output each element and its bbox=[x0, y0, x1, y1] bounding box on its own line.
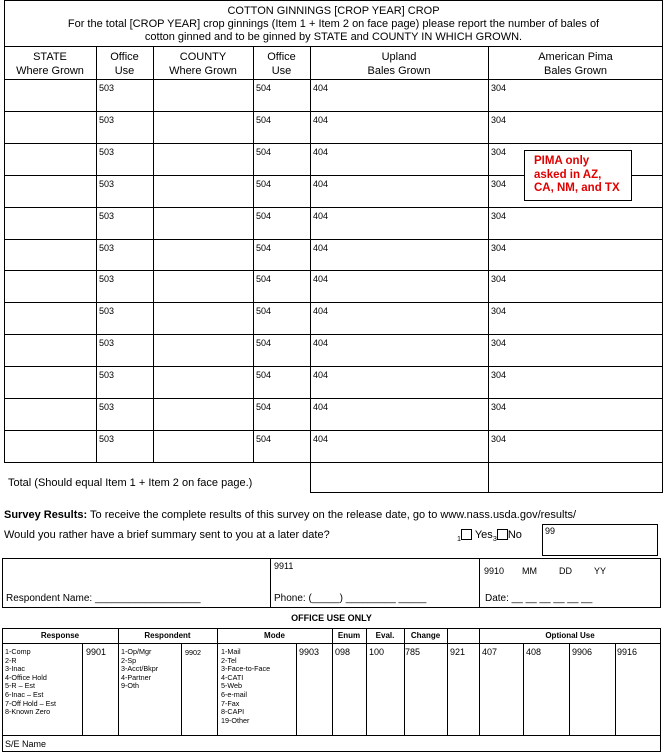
state-cell[interactable] bbox=[5, 144, 95, 175]
item-code: 504 bbox=[256, 243, 272, 253]
item-code: 404 bbox=[313, 274, 329, 284]
county-cell[interactable] bbox=[154, 176, 252, 207]
county-cell[interactable] bbox=[154, 335, 252, 366]
state-cell[interactable] bbox=[5, 208, 95, 239]
upland-cell[interactable] bbox=[311, 431, 487, 462]
state-cell[interactable] bbox=[5, 303, 95, 334]
state-cell[interactable] bbox=[5, 176, 95, 207]
item-code: 504 bbox=[256, 147, 272, 157]
county-cell[interactable] bbox=[154, 208, 252, 239]
state-cell[interactable] bbox=[5, 335, 95, 366]
hdr-enum: Enum bbox=[337, 631, 361, 640]
pima-note: PIMA only asked in AZ, CA, NM, and TX bbox=[524, 150, 632, 201]
state-cell[interactable] bbox=[5, 271, 95, 302]
office-use-2-cell[interactable] bbox=[254, 431, 309, 462]
pima-cell[interactable] bbox=[489, 240, 661, 271]
upland-cell[interactable] bbox=[311, 303, 487, 334]
hdr-response: Response bbox=[40, 631, 80, 640]
col-header-upland: Upland Bales Grown bbox=[367, 51, 431, 77]
county-cell[interactable] bbox=[154, 144, 252, 175]
office-use-2-cell[interactable] bbox=[254, 144, 309, 175]
hdr-eval: Eval. bbox=[375, 631, 395, 640]
item-code: 503 bbox=[99, 83, 115, 93]
item-code: 404 bbox=[313, 115, 329, 125]
item-code: 504 bbox=[256, 402, 272, 412]
item-code: 503 bbox=[99, 243, 115, 253]
office-use-2-cell[interactable] bbox=[254, 335, 309, 366]
item-code: 404 bbox=[313, 147, 329, 157]
date-field[interactable]: Date: __ __ __ __ __ __ bbox=[485, 593, 593, 604]
item-code: 304 bbox=[491, 179, 507, 189]
upland-cell[interactable] bbox=[311, 399, 487, 430]
col-header-office-use-1: Office Use bbox=[110, 51, 139, 77]
item-code: 304 bbox=[491, 83, 507, 93]
total-label: Total (Should equal Item 1 + Item 2 on face page.) bbox=[8, 477, 253, 489]
pima-cell[interactable] bbox=[489, 112, 661, 143]
item-code: 304 bbox=[491, 434, 507, 444]
pima-cell[interactable] bbox=[489, 335, 661, 366]
office-use-1-cell[interactable] bbox=[97, 399, 152, 430]
item-code: 504 bbox=[256, 370, 272, 380]
office-use-1-cell[interactable] bbox=[97, 176, 152, 207]
office-use-1-cell[interactable] bbox=[97, 303, 152, 334]
pima-cell[interactable] bbox=[489, 80, 661, 111]
hdr-optional-use: Optional Use bbox=[545, 631, 595, 640]
upland-cell[interactable] bbox=[311, 271, 487, 302]
office-use-2-cell[interactable] bbox=[254, 240, 309, 271]
response-options: 1-Comp 2-R 3-Inac 4-Office Hold 5-R – Est 6-Inac – Est 7-Off Hold – Est 8-Known Zero bbox=[5, 647, 57, 717]
item-code: 503 bbox=[99, 147, 115, 157]
office-use-2-cell[interactable] bbox=[254, 176, 309, 207]
upland-cell[interactable] bbox=[311, 208, 487, 239]
office-use-2-cell[interactable] bbox=[254, 367, 309, 398]
pima-cell[interactable] bbox=[489, 367, 661, 398]
instruction-line-1: For the total [CROP YEAR] crop ginnings (Item 1 + Item 2 on face page) please report the number of bales of bbox=[67, 18, 600, 30]
item-code: 503 bbox=[99, 179, 115, 189]
item-code: 503 bbox=[99, 338, 115, 348]
item-code: 304 bbox=[491, 211, 507, 221]
pima-cell[interactable] bbox=[489, 271, 661, 302]
summary-choice: $_1$ Yes$_3$ No bbox=[457, 529, 522, 544]
item-code: 304 bbox=[491, 147, 507, 157]
summary-question: Would you rather have a brief summary sent to you at a later date? bbox=[4, 529, 330, 541]
item-code: 404 bbox=[313, 179, 329, 189]
upland-cell[interactable] bbox=[311, 144, 487, 175]
state-cell[interactable] bbox=[5, 240, 95, 271]
office-use-1-cell[interactable] bbox=[97, 431, 152, 462]
county-cell[interactable] bbox=[154, 431, 252, 462]
total-pima-input[interactable] bbox=[489, 462, 662, 492]
state-cell[interactable] bbox=[5, 112, 95, 143]
item-code: 504 bbox=[256, 179, 272, 189]
office-use-1-cell[interactable] bbox=[97, 335, 152, 366]
item-code: 404 bbox=[313, 83, 329, 93]
item-code: 304 bbox=[491, 370, 507, 380]
office-use-1-cell[interactable] bbox=[97, 208, 152, 239]
item-code: 404 bbox=[313, 211, 329, 221]
item-code: 404 bbox=[313, 370, 329, 380]
item-code: 504 bbox=[256, 274, 272, 284]
yes-checkbox[interactable] bbox=[461, 529, 472, 540]
office-use-1-cell[interactable] bbox=[97, 367, 152, 398]
item-code: 504 bbox=[256, 115, 272, 125]
county-cell[interactable] bbox=[154, 303, 252, 334]
county-cell[interactable] bbox=[154, 367, 252, 398]
item-code: 504 bbox=[256, 211, 272, 221]
county-cell[interactable] bbox=[154, 271, 252, 302]
item-code: 504 bbox=[256, 306, 272, 316]
state-cell[interactable] bbox=[5, 431, 95, 462]
item-code: 504 bbox=[256, 83, 272, 93]
item-code: 503 bbox=[99, 274, 115, 284]
item-code: 304 bbox=[491, 274, 507, 284]
upland-cell[interactable] bbox=[311, 367, 487, 398]
pima-cell[interactable] bbox=[489, 303, 661, 334]
col-header-pima: American Pima Bales Grown bbox=[538, 51, 613, 77]
item-code: 503 bbox=[99, 370, 115, 380]
item-code: 404 bbox=[313, 434, 329, 444]
item-code: 404 bbox=[313, 338, 329, 348]
county-cell[interactable] bbox=[154, 240, 252, 271]
item-code: 304 bbox=[491, 115, 507, 125]
col-header-county: COUNTY Where Grown bbox=[169, 51, 237, 77]
county-cell[interactable] bbox=[154, 399, 252, 430]
office-use-2-cell[interactable] bbox=[254, 399, 309, 430]
state-cell[interactable] bbox=[5, 80, 95, 111]
item-code: 304 bbox=[491, 402, 507, 412]
col-header-office-use-2: Office Use bbox=[267, 51, 296, 77]
hdr-respondent: Respondent bbox=[144, 631, 191, 640]
office-use-1-cell[interactable] bbox=[97, 271, 152, 302]
upland-cell[interactable] bbox=[311, 112, 487, 143]
item-code: 503 bbox=[99, 306, 115, 316]
county-cell[interactable] bbox=[154, 80, 252, 111]
respondent-options: 1-Op/Mgr 2-Sp 3-Acct/Bkpr 4-Partner 9-Oth bbox=[121, 647, 159, 691]
item-code: 404 bbox=[313, 402, 329, 412]
office-use-1-cell[interactable] bbox=[97, 240, 152, 271]
office-use-1-cell[interactable] bbox=[97, 144, 152, 175]
office-use-2-cell[interactable] bbox=[254, 80, 309, 111]
state-cell[interactable] bbox=[5, 367, 95, 398]
item-code: 504 bbox=[256, 338, 272, 348]
office-use-2-cell[interactable] bbox=[254, 303, 309, 334]
item-code: 504 bbox=[256, 434, 272, 444]
item-code: 503 bbox=[99, 115, 115, 125]
office-use-1-cell[interactable] bbox=[97, 112, 152, 143]
survey-results-label: Survey Results: bbox=[4, 509, 88, 521]
item-code: 404 bbox=[313, 243, 329, 253]
hdr-mode: Mode bbox=[264, 631, 285, 640]
pima-cell[interactable] bbox=[489, 431, 661, 462]
upland-cell[interactable] bbox=[311, 80, 487, 111]
item-code: 304 bbox=[491, 306, 507, 316]
survey-results-text: Survey Results: To receive the complete results of this survey on the release date, go to www.nass.usda.gov/results/ bbox=[4, 509, 577, 521]
instruction-line-2: cotton ginned and to be ginned by STATE and COUNTY IN WHICH GROWN. bbox=[144, 31, 523, 43]
no-checkbox[interactable] bbox=[497, 529, 508, 540]
item-code: 404 bbox=[313, 306, 329, 316]
col-header-state: STATE Where Grown bbox=[16, 51, 84, 77]
pima-cell[interactable] bbox=[489, 399, 661, 430]
county-cell[interactable] bbox=[154, 112, 252, 143]
item-code: 503 bbox=[99, 434, 115, 444]
respondent-name-field[interactable]: Respondent Name: ___________________ bbox=[6, 593, 201, 604]
office-use-2-cell[interactable] bbox=[254, 112, 309, 143]
summary-response-box[interactable]: 99 bbox=[542, 524, 658, 556]
item-code: 503 bbox=[99, 402, 115, 412]
office-use-title: OFFICE USE ONLY bbox=[291, 613, 372, 623]
item-code: 304 bbox=[491, 338, 507, 348]
office-use-1-cell[interactable] bbox=[97, 80, 152, 111]
form-title: COTTON GINNINGS [CROP YEAR] CROP bbox=[227, 5, 440, 17]
hdr-change: Change bbox=[410, 631, 441, 640]
item-code: 503 bbox=[99, 211, 115, 221]
phone-field[interactable]: Phone: (_____) _________ _____ bbox=[274, 593, 427, 604]
pima-cell[interactable] bbox=[489, 208, 661, 239]
mode-options: 1-Mail 2-Tel 3-Face-to-Face 4-CATI 5-Web 6-e-mail 7-Fax 8-CAPI 19-Other bbox=[221, 647, 271, 725]
office-use-2-cell[interactable] bbox=[254, 208, 309, 239]
upland-cell[interactable] bbox=[311, 176, 487, 207]
upland-cell[interactable] bbox=[311, 240, 487, 271]
total-upland-input[interactable] bbox=[311, 462, 488, 492]
office-use-2-cell[interactable] bbox=[254, 271, 309, 302]
upland-cell[interactable] bbox=[311, 335, 487, 366]
state-cell[interactable] bbox=[5, 399, 95, 430]
item-code: 304 bbox=[491, 243, 507, 253]
se-name-label: S/E Name bbox=[5, 739, 47, 749]
